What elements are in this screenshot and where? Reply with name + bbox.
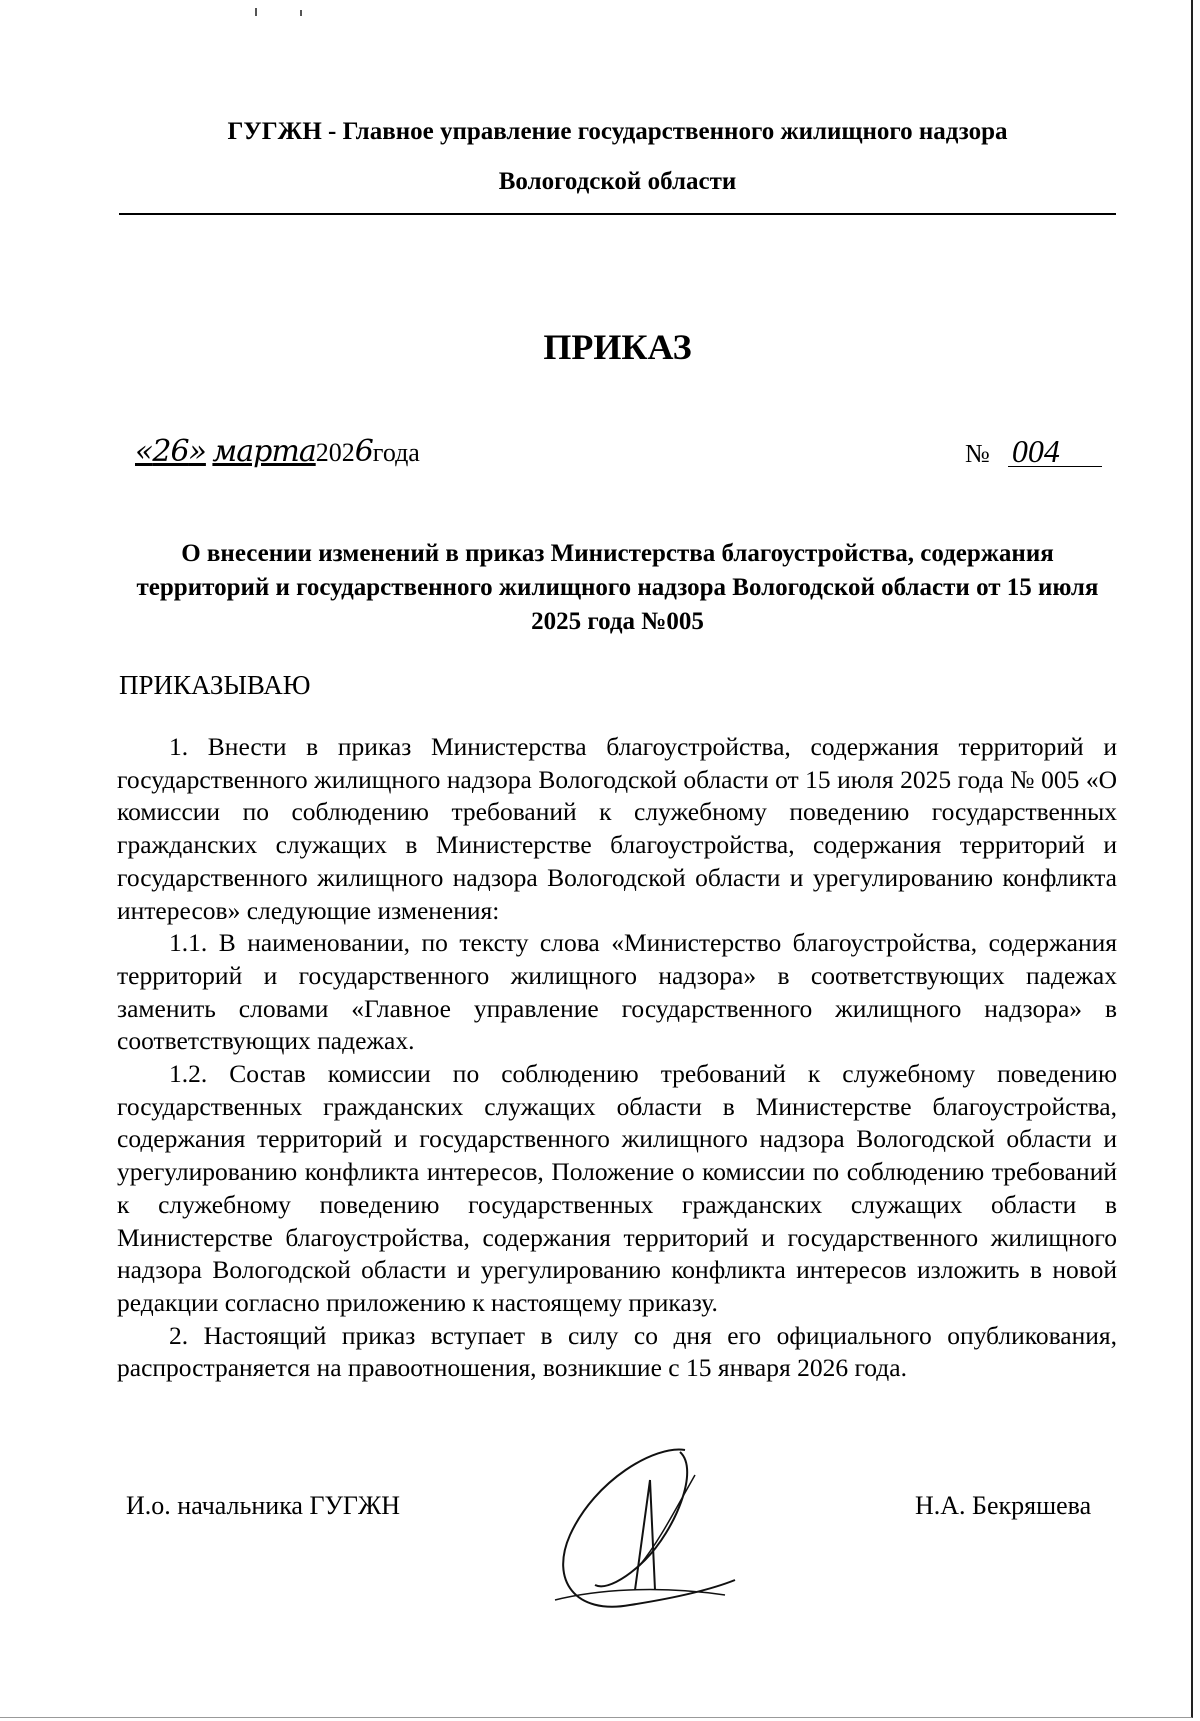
document-subject: О внесении изменений в приказ Министерства благоустройства, содержания территорий и государственного жилищного надзора Вологодской области от 15 июля 2025 года №005 [136,540,1099,635]
header-divider [119,213,1116,215]
document-title: ПРИКАЗ [543,327,692,367]
signer-name: Н.А. Бекряшева [915,1491,1092,1520]
order-word: ПРИКАЗЫВАЮ [119,670,311,700]
document-body [117,731,1117,1385]
date-month: марта [212,434,316,469]
paragraph-1-1: 1.1. В наименовании, по тексту слова «Министерство благоустройства, содержания территорий и государственного жилищного надзора» в соответствующих падежах заменить словами «Главное управление государственного жилищного надзора» в соответствующих падежах. [117,928,1117,1056]
date-year-suffix: 6 [354,434,373,469]
signature-image [535,1440,750,1625]
header-region: Вологодской области [498,168,737,195]
document-number [965,433,1102,469]
date-year-word: года [372,438,420,467]
scan-artifact [300,10,302,16]
date-day: 26 [152,434,189,469]
document-date [135,434,420,469]
paragraph-1: 1. Внести в приказ Министерства благоустройства, содержания территорий и государственного жилищного надзора Вологодской области от 15 июля 2025 года № 005 «О комиссии по соблюдению требований к служебному поведению государственных гражданских служащих в Министерстве благоустройства, содержания территорий и государственного жилищного надзора Вологодской области и урегулированию конфликта интересов» следующие изменения: [117,732,1117,925]
date-year-prefix: 202 [315,438,355,467]
date-open-quote: « [135,434,153,469]
header-organization: ГУГЖН - Главное управление государственного жилищного надзора [227,118,1008,145]
date-close-quote: » [188,434,206,469]
paragraph-1-2: 1.2. Состав комиссии по соблюдению требований к служебному поведению государственных гражданских служащих области в Министерстве благоустройства, содержания территорий и государственного жилищного надзора Вологодской области и урегулированию конфликта интересов, Положение о комиссии по соблюдению требований к служебному поведению государственных гражданских служащих области в Министерстве благоустройства, содержания территорий и государственного жилищного надзора Вологодской области и урегулированию конфликта интересов изложить в новой редакции согласно приложению к настоящему приказу. [117,1059,1117,1317]
number-value: 004 [1008,436,1102,467]
paragraph-2: 2. Настоящий приказ вступает в силу со дня его официального опубликования, распространяется на правоотношения, возникшие с 15 января 2026 года. [117,1320,1117,1383]
number-label: № [965,439,990,468]
signer-position: И.о. начальника ГУГЖН [126,1491,401,1520]
scan-artifact [255,8,257,16]
